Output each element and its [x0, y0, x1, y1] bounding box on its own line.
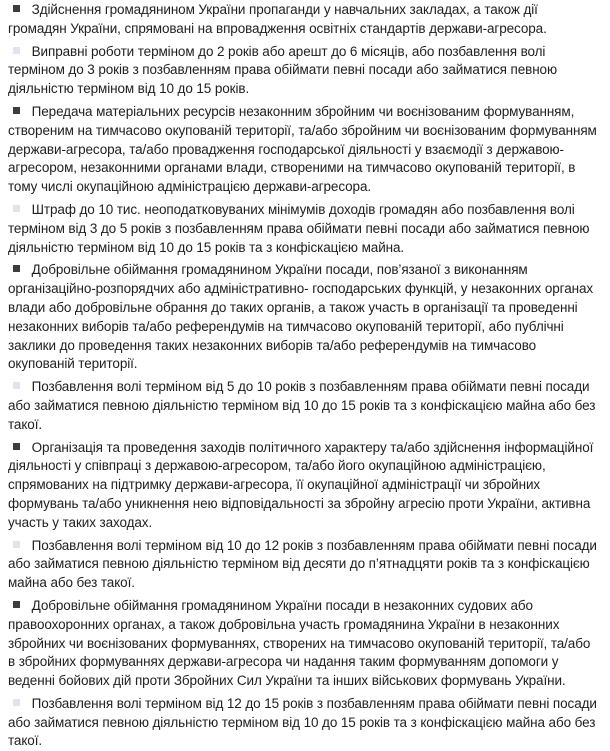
list-item [8, 439, 600, 533]
list-item [8, 201, 600, 257]
bullet-penalty-square-icon [13, 382, 20, 389]
paragraph-text: Позбавлення волі терміном від 12 до 15 років з позбавленням права обіймати певні посади або займатися певною діяльністю терміном від 10 до 15 років та з конфіскацією майна або без такої. [8, 695, 597, 749]
paragraph-text: Позбавлення волі терміном від 5 до 10 років з позбавленням права обіймати певні посади або займатися певною діяльністю терміном від 10 до 15 років та з конфіскацією майна або без такої. [8, 379, 596, 432]
list-item [8, 103, 600, 197]
bullet-penalty-square-icon [13, 541, 20, 548]
paragraph-text: Передача матеріальних ресурсів незаконним збройним чи воєнізованим формуванням, створеним на тимчасово окупованій території, та/або збройним чи воєнізованим формуванням держави-агресора, та/або провадження господарської діяльності у взаємодії з державою-агресором, незаконними органами влади, створеними на тимчасово окупованій території, в тому числі окупаційною адміністрацією держави-агресора. [8, 103, 597, 195]
bullet-offense-square-icon [13, 265, 20, 272]
list-item [8, 378, 600, 434]
bullet-offense-square-icon [13, 107, 20, 114]
paragraph-text: Організація та проведення заходів політичного характеру та/або здійснення інформаційної діяльності у співпраці з державою-агресором, та/або його окупаційною адміністрацією, спрямованих на підтримку держави-агресора, її окупаційної адміністрації чи збройних формувань та/або уникнення нею відповідальності за збройну агресію проти України, активна участь у таких заходах. [8, 439, 594, 530]
list-item [8, 597, 600, 691]
paragraph-text: Добровільне обіймання громадянином України посади, пов’язаної з виконанням організаційно-розпорядчих або адміністративно- господарських функцій, у незаконних органах влади або добровільне обрання до таких органів, а також участь в організації та проведенні незаконних виборів та/або референдумів на тимчасово окупованій території, або публічні заклики до проведення таких незаконних виборів та/або референдумів на тимчасово окупованій території. [8, 262, 594, 372]
bullet-offense-square-icon [13, 443, 20, 450]
paragraph-text: Добровільне обіймання громадянином України посади в незаконних судових або правоохоронних органах, а також добровільна участь громадянина України в незаконних збройних чи воєнізованих формуваннях, створених на тимчасово окупованій території, та/або в збройних формуваннях держави-агресора чи надання таким формуванням допомоги у веденні бойових дій проти Збройних Сил України та інших військових формувань України. [8, 597, 591, 689]
list-item [8, 537, 600, 593]
list-item [8, 261, 600, 374]
bullet-penalty-square-icon [13, 205, 20, 212]
paragraph-text: Здійснення громадянином України пропаганди у навчальних закладах, а також дії громадян України, спрямовані на впровадження освітніх стандартів держави-агресора. [8, 2, 547, 36]
bullet-penalty-square-icon [13, 47, 20, 54]
bullet-offense-square-icon [13, 601, 20, 608]
paragraph-text: Виправні роботи терміном до 2 років або арешт до 6 місяців, або позбавлення волі терміном до 3 років з позбавленням права обіймати певні посади або займатися певною діяльністю терміном від 10 до 15 років. [8, 43, 557, 97]
paragraph-text: Штраф до 10 тис. неоподатковуваних мінімумів доходів громадян або позбавлення волі терміном від 3 до 5 років з позбавленням права обіймати певні посади або займатися певною діяльністю терміном від 10 до 15 років та з конфіскацією майна. [8, 201, 590, 255]
bullet-offense-square-icon [13, 5, 20, 12]
bullet-penalty-square-icon [13, 699, 20, 706]
list-item [8, 695, 600, 751]
paragraph-text: Позбавлення волі терміном від 10 до 12 років з позбавленням права обіймати певні посади або займатися певною діяльністю терміном від десяти до п’ятнадцяти років та з конфіскацією майна або без такої. [8, 537, 597, 591]
list-item [8, 43, 600, 99]
list-item [8, 1, 600, 39]
